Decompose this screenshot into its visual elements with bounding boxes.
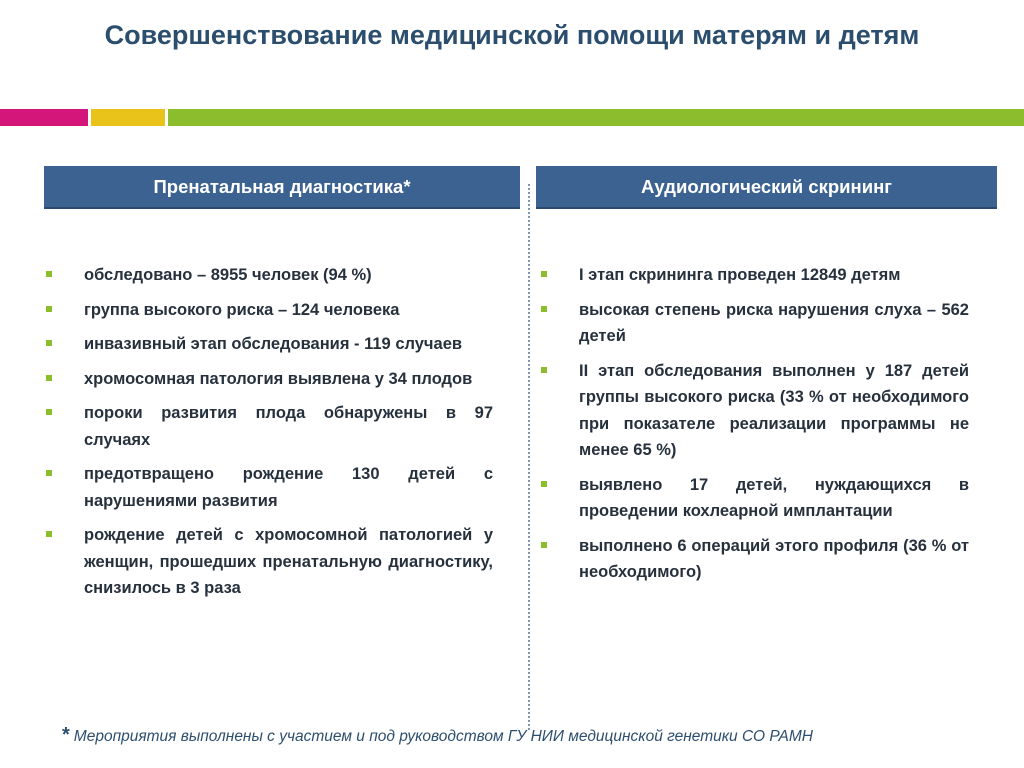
footnote — [62, 724, 962, 747]
magenta-stripe — [0, 109, 88, 126]
list-item-text: хромосомная патология выявлена у 34 плодов — [84, 369, 473, 388]
audiology-screening-header: Аудиологический скрининг — [536, 166, 997, 209]
prenatal-diagnostics-header: Пренатальная диагностика* — [44, 166, 520, 209]
list-item-text: группа высокого риска – 124 человека — [84, 300, 400, 319]
prenatal-list — [46, 262, 493, 610]
list-item-text: обследовано – 8955 человек (94 %) — [84, 266, 372, 284]
list-item — [46, 400, 493, 453]
page-title: Совершенствование медицинской помощи матерям и детям — [104, 20, 920, 50]
yellow-stripe — [91, 109, 165, 126]
list-item — [46, 461, 493, 514]
list-item — [541, 297, 969, 350]
list-item — [46, 331, 493, 358]
list-item-text: рождение детей с хромосомной патологией у женщин, прошедших пренатальную диагностику, снизилось в 3 раза — [84, 526, 493, 597]
list-item-text: выполнено 6 операций этого профиля (36 % от необходимого) — [579, 536, 969, 581]
list-item — [541, 358, 969, 464]
audiology-list — [541, 262, 969, 594]
square-bullet-icon — [46, 470, 52, 476]
footnote-marker: * — [62, 724, 70, 746]
square-bullet-icon — [541, 481, 547, 487]
list-item-text: выявлено 17 детей, нуждающихся в проведении кохлеарной имплантации — [579, 475, 969, 520]
list-item — [541, 262, 969, 289]
square-bullet-icon — [46, 375, 52, 381]
column-divider — [528, 184, 530, 730]
list-item-text: II этап обследования выполнен у 187 детей группы высокого риска (33 % от необходимого при показателе реализации программы не менее 65 %) — [579, 361, 969, 459]
square-bullet-icon — [541, 367, 547, 373]
square-bullet-icon — [541, 542, 547, 548]
list-item-text: пороки развития плода обнаружены в 97 случаях — [84, 404, 493, 449]
color-stripe-bar — [0, 109, 1024, 126]
list-item — [46, 262, 493, 289]
list-item — [46, 522, 493, 602]
list-item-text: инвазивный этап обследования - 119 случаев — [84, 335, 463, 353]
square-bullet-icon — [46, 409, 52, 415]
square-bullet-icon — [46, 271, 52, 277]
square-bullet-icon — [46, 340, 52, 346]
list-item-text: I этап скрининга проведен 12849 детям — [579, 266, 901, 284]
square-bullet-icon — [541, 271, 547, 277]
list-item — [541, 533, 969, 586]
square-bullet-icon — [46, 531, 52, 537]
list-item-text: высокая степень риска нарушения слуха – 562 детей — [579, 300, 969, 345]
list-item-text: предотвращено рождение 130 детей с нарушениями развития — [84, 465, 493, 510]
green-stripe — [168, 109, 1024, 126]
list-item — [46, 297, 493, 324]
list-item — [541, 472, 969, 525]
footnote-text: Мероприятия выполнены с участием и под руководством ГУ НИИ медицинской генетики СО РАМН — [73, 728, 813, 745]
square-bullet-icon — [541, 306, 547, 312]
list-item — [46, 366, 493, 393]
square-bullet-icon — [46, 306, 52, 312]
